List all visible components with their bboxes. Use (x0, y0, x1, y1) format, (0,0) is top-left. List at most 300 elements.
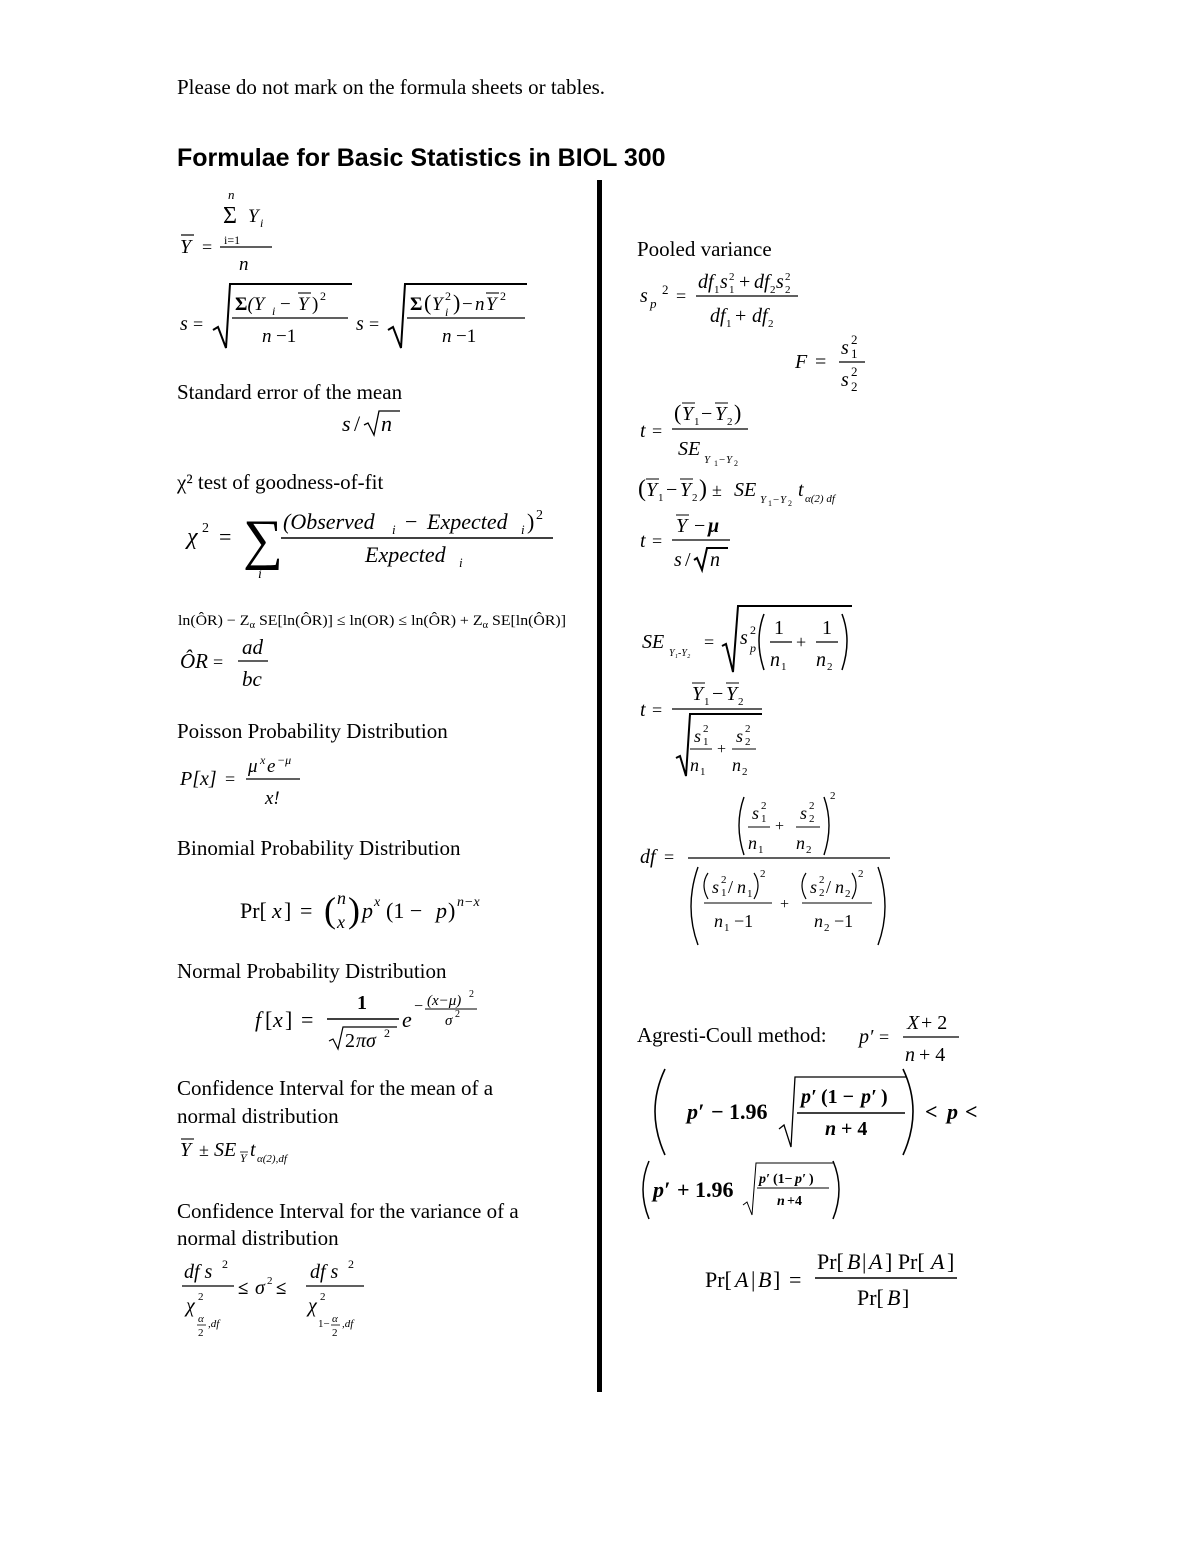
svg-text:p′: p′ (801, 1086, 817, 1108)
svg-text:B: B (758, 1267, 772, 1292)
svg-text:=: = (219, 524, 232, 549)
svg-text:=: = (652, 700, 663, 720)
svg-text:−1: −1 (276, 326, 297, 347)
svg-text:s: s (180, 313, 188, 335)
svg-text:χ: χ (186, 1295, 195, 1317)
svg-text:2: 2 (851, 364, 858, 379)
svg-text:∑: ∑ (243, 509, 283, 571)
chi-square-label: χ² test of goodness-of-fit (177, 470, 384, 494)
odds-ratio-ci-formula (178, 605, 578, 635)
svg-text:F: F (795, 351, 808, 373)
svg-text:n: n (381, 411, 392, 436)
normal-label: Normal Probability Distribution (177, 959, 447, 983)
svg-text:2: 2 (384, 1026, 390, 1040)
svg-text:−1: −1 (456, 326, 477, 347)
svg-text:s: s (810, 877, 818, 897)
svg-text:− 1.96: − 1.96 (711, 1099, 768, 1124)
svg-text:t: t (640, 530, 646, 552)
svg-text:): ) (453, 290, 461, 315)
svg-text:Y₁-Y₂: Y₁-Y₂ (669, 648, 691, 659)
svg-text:1: 1 (768, 499, 772, 508)
svg-text:): ) (527, 509, 535, 534)
svg-text:s: s (800, 803, 808, 823)
svg-text:|: | (862, 1249, 867, 1274)
svg-text:2: 2 (742, 766, 748, 778)
svg-text:): ) (312, 294, 319, 315)
two-sample-t-formula (640, 395, 770, 470)
svg-text:+4: +4 (787, 1194, 802, 1209)
svg-text:+: + (735, 305, 747, 327)
svg-text:]: ] (773, 1267, 781, 1292)
svg-text:Y: Y (726, 683, 738, 705)
svg-text:Y: Y (760, 494, 767, 506)
binomial-label: Binomial Probability Distribution (177, 836, 461, 860)
welch-df-formula (640, 785, 900, 950)
svg-text:Σ(Y: Σ(Y (235, 294, 265, 315)
svg-text:): ) (734, 400, 742, 425)
svg-text:): ) (881, 1086, 888, 1108)
svg-text:e: e (402, 1007, 412, 1032)
svg-text:2: 2 (662, 282, 669, 297)
svg-text:s: s (841, 369, 849, 391)
agresti-coull-p-prime-formula (855, 1005, 975, 1070)
svg-text:s: s (841, 337, 849, 359)
svg-text:Y: Y (180, 236, 192, 258)
svg-text:s: s (712, 877, 720, 897)
svg-text:2: 2 (851, 332, 858, 347)
normal-formula (255, 985, 505, 1055)
svg-text:2: 2 (819, 887, 825, 899)
svg-text:=: = (664, 847, 675, 867)
svg-text:=: = (815, 351, 827, 373)
svg-text:i: i (459, 555, 463, 570)
svg-text:B: B (847, 1249, 861, 1274)
svg-text:t: t (798, 479, 804, 501)
svg-text:Y: Y (780, 494, 787, 506)
svg-text:df s: df s (310, 1261, 339, 1283)
svg-text:Y: Y (432, 294, 443, 315)
svg-text:2: 2 (198, 1291, 204, 1303)
svg-text:n: n (475, 294, 485, 315)
svg-text:1−: 1− (318, 1318, 330, 1330)
ci-variance-label-line1: Confidence Interval for the variance of a (177, 1199, 519, 1223)
svg-text:n: n (816, 649, 826, 671)
svg-text:SE: SE (678, 438, 701, 460)
svg-text:n: n (239, 254, 249, 275)
svg-text:2: 2 (809, 800, 815, 812)
svg-text:1: 1 (729, 284, 735, 296)
svg-text:−: − (694, 515, 706, 537)
svg-text:2: 2 (727, 416, 733, 428)
f-ratio-formula (793, 330, 883, 398)
svg-text:|: | (751, 1267, 756, 1292)
svg-text:p: p (362, 898, 373, 923)
svg-text:2: 2 (760, 868, 766, 880)
svg-text:SE: SE (214, 1139, 237, 1161)
svg-text:1: 1 (357, 992, 367, 1014)
svg-text:df: df (710, 305, 726, 327)
svg-text:df: df (754, 271, 770, 293)
svg-text:Y: Y (692, 683, 704, 705)
svg-text:≤: ≤ (276, 1278, 287, 1299)
svg-text:2: 2 (830, 790, 836, 802)
svg-text:2: 2 (858, 868, 864, 880)
svg-text:+ 2: + 2 (921, 1012, 948, 1034)
svg-text:−: − (719, 454, 726, 466)
svg-text:n: n (337, 888, 346, 908)
svg-text:t: t (640, 699, 646, 721)
svg-text:n: n (905, 1044, 915, 1066)
welch-t-formula (640, 678, 780, 780)
svg-text:s: s (356, 313, 364, 335)
svg-text:/: / (685, 549, 691, 571)
svg-text:]: ] (285, 1007, 293, 1032)
poisson-formula (180, 750, 320, 810)
svg-text:]: ] (284, 898, 292, 923)
svg-text:A: A (735, 1267, 749, 1292)
svg-text:(Observed: (Observed (283, 509, 375, 534)
ci-variance-formula (180, 1252, 380, 1342)
svg-text:+: + (717, 741, 727, 758)
svg-text:Expected: Expected (365, 542, 446, 567)
svg-text:=: = (369, 314, 380, 334)
svg-text:=: = (225, 769, 236, 789)
svg-text:Y: Y (715, 403, 727, 425)
svg-text:SE: SE (734, 479, 757, 501)
agresti-coull-label: Agresti-Coull method: (637, 1023, 827, 1047)
svg-text:χ: χ (187, 524, 198, 550)
svg-text:]: ] (902, 1285, 910, 1310)
svg-text:2: 2 (851, 379, 858, 394)
svg-text:(: ( (638, 476, 646, 502)
svg-text:+: + (739, 271, 751, 293)
svg-text:2: 2 (824, 922, 830, 934)
svg-text:1: 1 (774, 617, 784, 639)
column-divider (597, 180, 602, 1392)
svg-text:=: = (652, 421, 663, 441)
svg-text:1: 1 (721, 887, 727, 899)
pooled-variance-label: Pooled variance (637, 237, 772, 261)
svg-text:=: = (300, 898, 313, 923)
svg-text:p: p (750, 641, 756, 655)
svg-text:[: [ (265, 1007, 273, 1032)
svg-text:2: 2 (536, 508, 543, 523)
svg-text:1: 1 (714, 284, 720, 296)
svg-text:−: − (712, 683, 724, 705)
svg-text:p′: p′ (795, 1172, 806, 1187)
pooled-variance-formula (640, 262, 820, 332)
svg-text:2: 2 (692, 492, 698, 504)
svg-text:+: + (780, 896, 790, 913)
svg-text:2: 2 (761, 800, 767, 812)
mean-formula (180, 185, 290, 275)
standard-deviation-formulas (180, 278, 540, 353)
svg-text:/: / (826, 877, 832, 897)
svg-text:s: s (752, 803, 760, 823)
svg-text:+: + (796, 632, 807, 652)
page-title: Formulae for Basic Statistics in BIOL 300 (177, 144, 666, 172)
svg-text:x!: x! (265, 788, 280, 809)
ci-mean-label-line1: Confidence Interval for the mean of a (177, 1076, 494, 1100)
svg-text:Y: Y (726, 454, 733, 466)
svg-text:=: = (704, 632, 715, 652)
svg-text:): ) (448, 898, 456, 923)
svg-text:1: 1 (714, 459, 718, 468)
svg-text:2: 2 (809, 813, 815, 825)
svg-text:2: 2 (202, 521, 209, 536)
svg-text:s: s (640, 285, 648, 307)
svg-text:(1 −: (1 − (386, 898, 423, 923)
svg-text:−: − (701, 403, 713, 425)
svg-text:−: − (414, 998, 424, 1015)
svg-text:2: 2 (827, 661, 833, 673)
odds-ratio-formula (180, 632, 290, 694)
svg-text:Pr[: Pr[ (817, 1249, 844, 1274)
poisson-label: Poisson Probability Distribution (177, 719, 448, 743)
svg-text:±: ± (199, 1140, 209, 1160)
svg-text:−1: −1 (834, 911, 854, 931)
svg-text:s: s (694, 726, 702, 746)
svg-text:1: 1 (700, 766, 706, 778)
svg-text:2: 2 (750, 623, 756, 637)
svg-text:Σ: Σ (223, 203, 237, 229)
svg-text:s: s (720, 271, 728, 293)
ci-variance-label-line2: normal distribution (177, 1226, 339, 1250)
svg-text:−1: −1 (734, 911, 754, 931)
svg-text:2: 2 (785, 284, 791, 296)
svg-text:1: 1 (822, 617, 832, 639)
svg-text:e: e (267, 756, 276, 777)
svg-text:A: A (931, 1249, 945, 1274)
svg-text:2: 2 (734, 459, 738, 468)
svg-text:α: α (198, 1313, 204, 1325)
svg-text:Σ: Σ (410, 294, 423, 315)
svg-text:t: t (250, 1139, 256, 1161)
svg-text:t: t (640, 420, 646, 442)
svg-text:2: 2 (345, 1030, 355, 1052)
agresti-coull-interval-lower (645, 1065, 995, 1160)
svg-text:Y: Y (646, 479, 658, 501)
svg-text:πσ: πσ (356, 1030, 376, 1052)
svg-text:ÔR: ÔR (180, 649, 208, 673)
svg-text:df s: df s (184, 1261, 213, 1283)
svg-text:p′: p′ (687, 1099, 705, 1124)
svg-text:n: n (262, 326, 272, 347)
svg-text:2: 2 (729, 271, 735, 283)
svg-text:s: s (736, 726, 744, 746)
svg-text:1: 1 (694, 416, 700, 428)
ci-mean-formula (180, 1132, 320, 1172)
svg-text:s: s (674, 549, 682, 571)
svg-text:): ) (809, 1172, 814, 1187)
svg-text:,df: ,df (342, 1318, 354, 1330)
svg-text:1: 1 (704, 696, 710, 708)
svg-text:−: − (666, 479, 678, 501)
svg-text:2: 2 (745, 723, 751, 735)
svg-text:n: n (710, 549, 720, 571)
svg-text:n: n (814, 911, 823, 931)
svg-text:α: α (332, 1313, 338, 1325)
svg-text:n: n (228, 187, 235, 202)
svg-text:i: i (272, 304, 276, 318)
svg-text:Pr[: Pr[ (705, 1267, 732, 1292)
svg-text:σ: σ (255, 1277, 265, 1299)
svg-text:2: 2 (332, 1327, 338, 1339)
svg-text:2: 2 (455, 1009, 460, 1020)
svg-text:p′: p′ (653, 1177, 671, 1202)
svg-text:1: 1 (851, 346, 858, 361)
svg-text:(: ( (324, 890, 336, 930)
svg-text:i: i (445, 305, 449, 319)
svg-text:i: i (392, 522, 396, 537)
svg-text:2: 2 (469, 989, 474, 1000)
svg-text:=: = (676, 286, 687, 306)
svg-text:Y: Y (704, 454, 711, 466)
svg-text:2: 2 (785, 271, 791, 283)
svg-text:i: i (521, 522, 525, 537)
svg-text:B: B (887, 1285, 901, 1310)
svg-text:<: < (925, 1099, 938, 1124)
svg-text:=: = (213, 652, 224, 672)
svg-text:Y: Y (486, 294, 497, 315)
svg-text:/: / (728, 877, 734, 897)
svg-text:n: n (770, 649, 780, 671)
svg-text:2: 2 (768, 318, 774, 330)
svg-text:±: ± (712, 480, 722, 500)
svg-text:n: n (835, 877, 844, 897)
svg-text:=: = (652, 531, 663, 551)
svg-text:(: ( (674, 400, 682, 425)
svg-text:bc: bc (242, 667, 262, 691)
svg-text:2: 2 (721, 874, 727, 886)
svg-text:ad: ad (242, 635, 263, 659)
svg-text:1: 1 (781, 661, 787, 673)
svg-text:s: s (342, 411, 351, 436)
svg-text:): ) (348, 890, 360, 930)
svg-text:1: 1 (724, 922, 730, 934)
svg-text:2: 2 (703, 723, 709, 735)
svg-text:i: i (258, 567, 262, 582)
svg-text:2: 2 (500, 289, 506, 303)
svg-text:/: / (354, 411, 361, 436)
svg-text:ln(ÔR) − Zα SE[ln(ÔR)] ≤ ln(OR: ln(ÔR) − Z $_\alpha$ SE[ln(ÔR)] ≤ ln(OR) ≤ ln(ÔR) + Z $_\alpha$ SE[ln(ÔR)] (178, 613, 562, 631)
svg-text:n: n (442, 326, 452, 347)
svg-text:(1 −: (1 − (821, 1086, 855, 1108)
binomial-formula (240, 882, 510, 938)
svg-text:p: p (947, 1099, 958, 1124)
svg-text:2: 2 (320, 289, 326, 303)
svg-text:] Pr[: ] Pr[ (885, 1249, 925, 1274)
se-mean-label: Standard error of the mean (177, 380, 403, 404)
svg-text:Y: Y (298, 294, 309, 315)
ci-mean-label-line2: normal distribution (177, 1104, 339, 1128)
chi-square-formula (185, 500, 565, 585)
svg-text:n: n (777, 1194, 785, 1209)
svg-text:x: x (337, 912, 345, 932)
svg-text:2: 2 (320, 1291, 326, 1303)
svg-text:n: n (748, 833, 757, 853)
svg-text:α(2) df: α(2) df (805, 493, 835, 505)
svg-text:): ) (699, 476, 707, 502)
standard-error-difference-formula (640, 600, 860, 680)
svg-text:x: x (374, 895, 381, 910)
svg-text:n: n (825, 1118, 837, 1140)
svg-text:2: 2 (348, 1257, 354, 1271)
svg-text:2: 2 (222, 1257, 228, 1271)
svg-text:−μ: −μ (277, 753, 292, 767)
svg-text:+ 1.96: + 1.96 (677, 1177, 734, 1202)
svg-text:1: 1 (703, 736, 709, 748)
svg-text:Y: Y (240, 1151, 247, 1165)
svg-text:+: + (775, 818, 785, 835)
svg-text:s: s (740, 627, 748, 649)
svg-text:p: p (436, 898, 447, 923)
svg-text:Y: Y (680, 479, 692, 501)
svg-text:−: − (280, 294, 291, 315)
svg-text:<: < (965, 1099, 978, 1124)
svg-text:2: 2 (819, 874, 825, 886)
svg-text:Y: Y (682, 403, 694, 425)
svg-text:≤: ≤ (238, 1278, 249, 1299)
svg-text:Y: Y (676, 515, 688, 537)
svg-text:X: X (907, 1012, 920, 1034)
svg-text:n−x: n−x (457, 895, 480, 910)
svg-text:+ 4: + 4 (919, 1044, 946, 1066)
svg-text:Y: Y (248, 206, 259, 227)
svg-text:χ: χ (308, 1295, 317, 1317)
agresti-coull-interval-upper (637, 1155, 857, 1223)
svg-text:x: x (260, 753, 266, 767)
svg-text:Pr[: Pr[ (857, 1285, 884, 1310)
svg-text:n: n (690, 755, 699, 775)
svg-text:2: 2 (198, 1327, 204, 1339)
svg-text:1: 1 (758, 844, 764, 856)
svg-text:2: 2 (770, 284, 776, 296)
svg-text:df: df (698, 271, 714, 293)
svg-text:2: 2 (745, 736, 751, 748)
svg-text:μ: μ (248, 756, 258, 777)
svg-text:−: − (462, 294, 473, 315)
svg-text:=: = (789, 1267, 802, 1292)
svg-text:,df: ,df (208, 1318, 220, 1330)
svg-text:f: f (255, 1007, 262, 1032)
svg-text:=: = (202, 237, 213, 257)
svg-text:df: df (752, 305, 768, 327)
svg-text:2: 2 (445, 289, 451, 303)
svg-text:p′: p′ (759, 1172, 770, 1187)
svg-text:p′: p′ (859, 1026, 874, 1048)
bayes-theorem-formula (705, 1245, 965, 1313)
difference-of-means-ci-formula (638, 468, 868, 508)
svg-text:2: 2 (806, 844, 812, 856)
svg-text:(1−: (1− (773, 1172, 793, 1187)
svg-text:1: 1 (747, 888, 753, 900)
svg-text:n: n (714, 911, 723, 931)
svg-text:2: 2 (267, 1275, 273, 1287)
svg-text:=: = (879, 1027, 890, 1047)
svg-text:2: 2 (845, 888, 851, 900)
svg-text:−: − (405, 509, 418, 534)
svg-text:A: A (869, 1249, 883, 1274)
svg-text:p: p (650, 296, 657, 311)
svg-text:p′: p′ (861, 1086, 877, 1108)
svg-text:+ 4: + 4 (841, 1118, 868, 1140)
svg-text:df: df (640, 846, 656, 868)
svg-text:2: 2 (788, 499, 792, 508)
svg-text:Y: Y (180, 1139, 192, 1161)
svg-text:Pr[: Pr[ (240, 898, 267, 923)
svg-text:i=1: i=1 (224, 233, 241, 247)
